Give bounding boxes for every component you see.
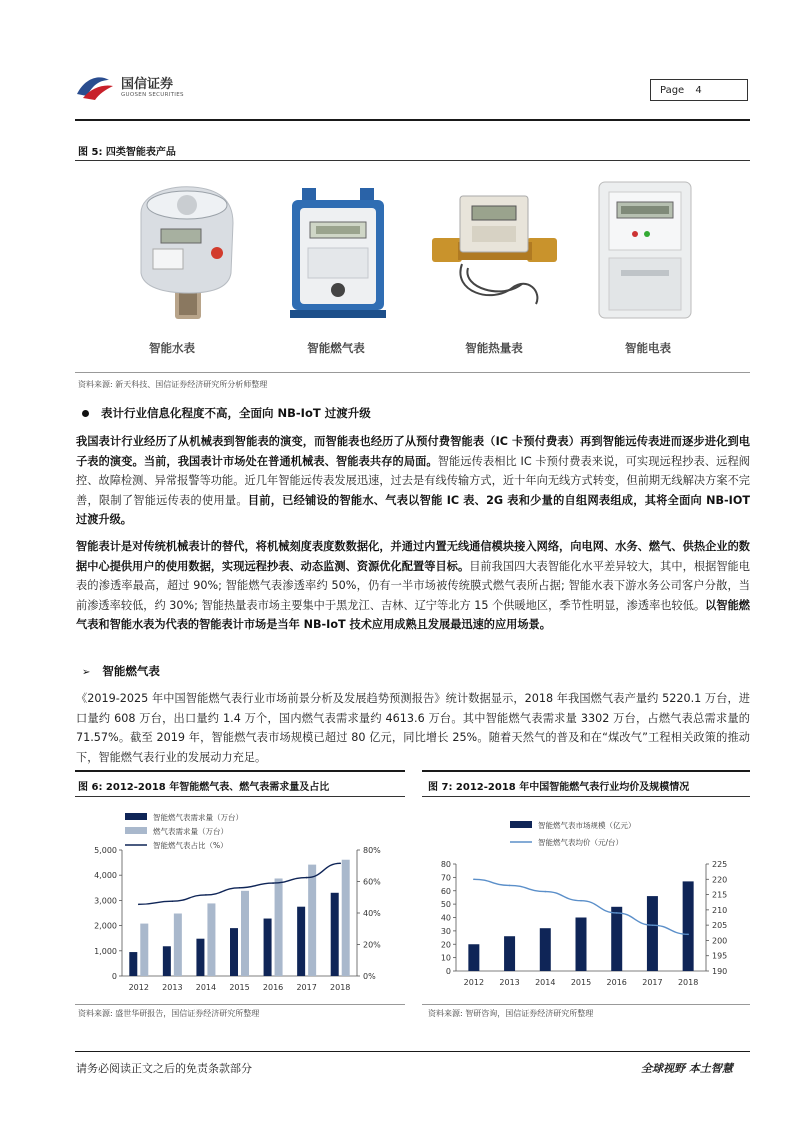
y-left-tick-label: 1,000 xyxy=(94,946,117,956)
figure6-title-rule xyxy=(75,796,405,797)
figure7-source: 资料来源: 智研咨询，国信证券经济研究所整理 xyxy=(428,1009,594,1018)
footer-rule xyxy=(75,1051,750,1052)
y-right-tick-label: 210 xyxy=(712,905,728,915)
figure5-top-rule xyxy=(75,160,750,161)
y-left-tick-label: 4,000 xyxy=(94,871,117,881)
y-right-tick-label: 20% xyxy=(363,940,381,950)
figure7-bottom-rule xyxy=(422,1004,750,1005)
smart-electric-meter-image xyxy=(595,180,695,320)
x-tick-label: 2012 xyxy=(128,983,149,992)
legend-swatch-0 xyxy=(510,821,532,828)
p1-bold-tail: 目前，已经铺设的智能水、气表以智能 IC 表、2G 表和少量的自组网表组成，其将全面向 NB-IOT 过渡升级。 xyxy=(76,493,750,526)
legend-swatch-0 xyxy=(125,813,147,820)
bar-primary xyxy=(297,907,305,976)
x-tick-label: 2013 xyxy=(499,978,520,987)
figure6-source: 资料来源: 盛世华研报告，国信证券经济研究所整理 xyxy=(78,1009,260,1018)
smart-gas-meter-image xyxy=(288,186,388,321)
y-left-tick-label: 80 xyxy=(440,860,451,869)
x-tick-label: 2015 xyxy=(570,978,592,987)
product-label-gas: 智能燃气表 xyxy=(307,341,365,355)
legend-label-0: 智能燃气表需求量（万台） xyxy=(153,813,243,822)
logo-text-en: GUOSEN SECURITIES xyxy=(121,92,184,98)
bar-primary xyxy=(540,928,551,971)
line-point xyxy=(580,900,582,902)
line-point xyxy=(652,924,654,926)
figure7-title-rule xyxy=(422,796,750,797)
line-point xyxy=(509,885,511,887)
y-left-tick-label: 70 xyxy=(440,873,451,883)
p2-bold-lead: 智能表计是对传统机械表计的替代，将机械刻度表度数数据化，并通过内置无线通信模块接入网络，向电网、水务、燃气、供热企业的数据中心提供用户的使用数据，实现远程抄表、动态监测、资源优化配置等目标。 xyxy=(76,540,750,573)
legend-swatch-1 xyxy=(125,827,147,834)
bar-primary xyxy=(163,946,171,976)
figure5-title: 图 5: 四类智能表产品 xyxy=(78,147,176,158)
x-tick-label: 2017 xyxy=(296,983,317,992)
section1-paragraph2 xyxy=(76,537,750,635)
line-point xyxy=(616,912,618,914)
arrow-bullet-icon: ➢ xyxy=(82,667,91,678)
y-right-tick-label: 80% xyxy=(363,846,381,855)
line-point xyxy=(205,894,207,896)
y-right-tick-label: 190 xyxy=(712,967,728,976)
header-rule xyxy=(75,119,750,121)
y-left-tick-label: 60 xyxy=(440,886,451,896)
x-tick-label: 2017 xyxy=(642,978,663,987)
y-left-tick-label: 0 xyxy=(445,967,451,976)
bar-primary xyxy=(129,952,137,976)
p1-bold-lead: 我国表计行业经历了从机械表到智能表的演变，而智能表也经历了从预付费智能表（IC 卡预付费表）再到智能远传表进而逐步进化到电子表的演变。当前，我国表计市场处在普通机械表、智能表共存的局面。 xyxy=(76,435,750,468)
section1-heading xyxy=(82,405,371,421)
company-logo xyxy=(75,70,195,104)
y-left-tick-label: 3,000 xyxy=(94,896,117,906)
line-point xyxy=(172,900,174,902)
section2-heading-text: 智能燃气表 xyxy=(102,664,160,678)
x-tick-label: 2016 xyxy=(262,983,284,992)
bar-primary xyxy=(647,896,658,971)
footer-slogan: 全球视野 本土智慧 xyxy=(641,1062,733,1075)
p2-bold-tail: 以智能燃气表和智能水表为代表的智能表计市场是当年 NB-IoT 技术应用成熟且发展最迅速的应用场景。 xyxy=(76,598,750,631)
y-right-tick-label: 195 xyxy=(712,951,728,961)
bar-primary xyxy=(230,928,238,976)
legend-label-0: 智能燃气表市场规模（亿元） xyxy=(538,821,636,830)
page-indicator xyxy=(650,79,748,101)
figure5-source: 资料来源: 新天科技、国信证券经济研究所分析师整理 xyxy=(78,380,268,389)
bar-primary xyxy=(576,918,587,972)
product-label-heat: 智能热量表 xyxy=(465,341,523,355)
x-tick-label: 2016 xyxy=(606,978,627,987)
figure7-chart xyxy=(422,800,750,1002)
figure6-top-rule xyxy=(75,770,405,772)
y-right-tick-label: 0% xyxy=(363,972,376,981)
x-tick-label: 2014 xyxy=(195,983,217,992)
legend-label-1: 智能燃气表均价（元/台） xyxy=(538,838,624,847)
x-tick-label: 2018 xyxy=(330,983,351,992)
bullet-dot-icon xyxy=(82,410,89,417)
bar-primary xyxy=(611,907,622,971)
line-point xyxy=(544,891,546,893)
x-tick-label: 2015 xyxy=(229,983,250,992)
x-tick-label: 2014 xyxy=(535,978,556,987)
figure7-top-rule xyxy=(422,770,750,772)
line-point xyxy=(687,934,689,936)
line-point xyxy=(138,904,140,906)
bar-primary xyxy=(264,919,272,976)
page-number: 4 xyxy=(695,85,702,96)
y-left-tick-label: 0 xyxy=(111,972,117,981)
bar-secondary xyxy=(174,914,182,976)
p2-normal: 目前我国四大表智能化水平差异较大，其中，根据智能电表的渗透率最高，超过 90%; 智能燃气表渗透率约 50%，仍有一半市场被传统膜式燃气表所占据; 智能水表下游水务公司客户分散，当前渗透率较低，约 30%; 智能热量表市场主要集中于黑龙江、吉林、辽宁等北方 15 个供暖地区，季节性明显，渗透率也较低。 xyxy=(76,559,750,612)
y-left-tick-label: 20 xyxy=(440,940,451,950)
y-right-tick-label: 200 xyxy=(712,936,728,946)
line-point xyxy=(272,882,274,884)
bar-primary xyxy=(331,893,339,976)
y-left-tick-label: 40 xyxy=(440,913,451,923)
logo-text-cn: 国信证券 xyxy=(121,77,174,92)
x-tick-label: 2018 xyxy=(677,978,699,987)
footer-disclaimer: 请务必阅读正文之后的免责条款部分 xyxy=(76,1062,252,1075)
line-point xyxy=(306,877,308,879)
x-tick-label: 2013 xyxy=(162,983,183,992)
bar-primary xyxy=(196,939,204,976)
section2-heading xyxy=(82,663,160,679)
y-right-tick-label: 225 xyxy=(712,860,728,869)
bar-secondary xyxy=(241,891,249,976)
product-label-electric: 智能电表 xyxy=(625,341,671,355)
legend-label-2: 智能燃气表占比（%） xyxy=(153,841,228,850)
bar-primary xyxy=(504,936,515,971)
page-label: Page xyxy=(660,85,685,96)
y-right-tick-label: 205 xyxy=(712,921,728,931)
figure5-bottom-rule xyxy=(75,372,750,373)
section2-paragraph: 《2019-2025 年中国智能燃气表行业市场前景分析及发展趋势预测报告》统计数据显示，2018 年我国燃气表产量约 5220.1 万台，进口量约 608 万台，出口量约 1.4 万个，国内燃气表需求量约 4613.6 万台。其中智能燃气表需求量 3302 万台，占燃气表总需求量的 71.57%。截至 2019 年，智能燃气表市场规模已超过 80 亿元，同比增长 25%。随着天然气的普及和在“煤改气”工程相关政策的推动下，智能燃气表行业的发展动力充足。 xyxy=(76,692,750,764)
bar-secondary xyxy=(308,865,316,976)
y-right-tick-label: 60% xyxy=(363,877,381,887)
section1-heading-text: 表计行业信息化程度不高，全面向 NB-IoT 过渡升级 xyxy=(101,406,371,420)
figure6-bottom-rule xyxy=(75,1004,405,1005)
line-point xyxy=(473,878,475,880)
bar-primary xyxy=(468,944,479,971)
smart-heat-meter-image xyxy=(432,192,557,312)
legend-label-1: 燃气表需求量（万台） xyxy=(153,827,228,836)
figure6-chart xyxy=(75,800,405,1002)
logo-mark-icon xyxy=(75,72,115,102)
y-left-tick-label: 50 xyxy=(440,900,451,910)
smart-water-meter-image xyxy=(133,183,243,323)
product-label-water: 智能水表 xyxy=(149,341,195,355)
bar-primary xyxy=(683,881,694,971)
section1-paragraph1 xyxy=(76,432,750,530)
p1-normal: 智能远传表相比 IC 卡预付费表来说，可实现远程抄表、远程阀控、故障检测、异常报警等功能。近几年智能远传表发展迅速，过去是有线传输方式，近十年向无线方式转变，但前期无线解决方案不完善，限制了智能远传表的使用量。 xyxy=(76,454,750,507)
y-right-tick-label: 220 xyxy=(712,875,728,885)
x-tick-label: 2012 xyxy=(463,978,485,987)
y-left-tick-label: 10 xyxy=(440,953,451,963)
y-right-tick-label: 40% xyxy=(363,909,381,918)
figure6-title: 图 6: 2012-2018 年智能燃气表、燃气表需求量及占比 xyxy=(78,782,330,793)
bar-secondary xyxy=(140,924,148,976)
y-left-tick-label: 5,000 xyxy=(94,846,117,855)
bar-secondary xyxy=(207,903,215,976)
y-right-tick-label: 215 xyxy=(712,890,728,900)
figure7-title: 图 7: 2012-2018 年中国智能燃气表行业均价及规模情况 xyxy=(428,782,690,793)
bar-secondary xyxy=(342,860,350,976)
bar-secondary xyxy=(275,878,283,976)
line-point xyxy=(239,887,241,889)
y-left-tick-label: 2,000 xyxy=(94,921,117,931)
line-point xyxy=(339,862,341,864)
y-left-tick-label: 30 xyxy=(440,926,451,936)
